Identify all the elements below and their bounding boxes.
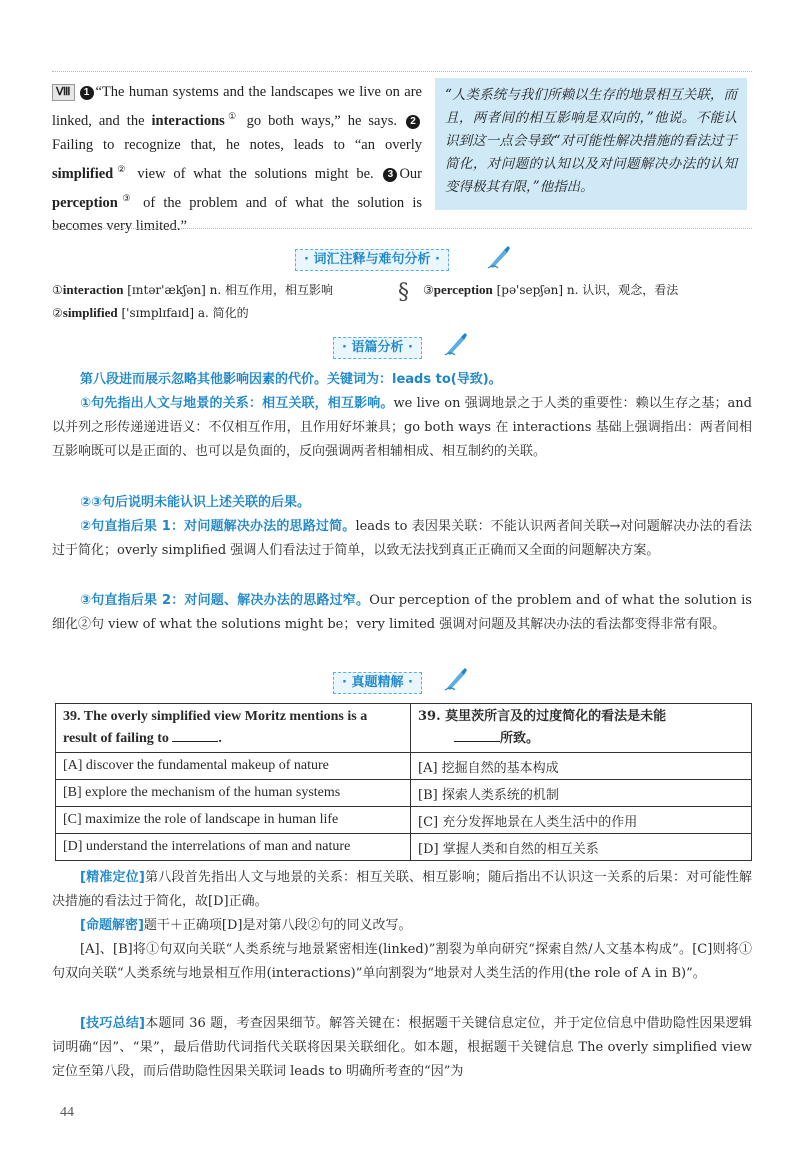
stem-zh-line-2: 所致。: [500, 731, 540, 746]
vocab-3-phonetic: [pə'sepʃən]: [496, 283, 564, 297]
pen-icon: [486, 244, 512, 270]
keyword-note-1: ①: [224, 111, 240, 121]
top-divider: [52, 71, 752, 72]
passage-translation: “人类系统与我们所赖以生存的地景相互关联，而且，两者间的相互影响是双向的，”他说。不能认识到这一点会导致“对可能性解决措施的看法过于简化，对问题的认知以及对问题解决办法的认知变得极其有限，”他指出。: [435, 78, 747, 210]
question-stem-zh: [411, 704, 752, 753]
page-number: 44: [60, 1105, 74, 1120]
explain-crux-text: 题干＋正确项[D]是对第八段②句的同义改写。: [143, 918, 412, 933]
question-table: [55, 703, 752, 861]
explain-location-text: 第八段首先指出人文与地景的关系：相互关联、相互影响；随后指出不认识这一关系的后果：对可能性解决措施的看法过于简化，故[D]正确。: [52, 870, 752, 909]
option-a-en: [A] discover the fundamental makeup of nature: [56, 753, 411, 780]
option-c-zh: [C] 充分发挥地景在人类生活中的作用: [411, 807, 752, 834]
passage-bottom-divider: [52, 228, 752, 229]
vocab-1-definition: n. 相互作用，相互影响: [209, 283, 333, 297]
stem-en-line-1: 39. The overly simplified view Moritz mentions is a: [63, 709, 368, 724]
option-d-zh: [D] 掌握人类和自然的相互关系: [411, 834, 752, 861]
question-stem-en: [56, 704, 411, 753]
explain-tip: [52, 1012, 752, 1084]
analysis-point-4-head: ③句直指后果 2：对问题、解决办法的思路过窄。: [80, 593, 370, 608]
option-a-zh: [A] 挖掘自然的基本构成: [411, 753, 752, 780]
stem-en-end: .: [218, 731, 222, 746]
analysis-intro: 第八段进而展示忽略其他影响因素的代价。关键词为：leads to(导致)。: [80, 372, 502, 387]
vocab-1-word: interaction: [62, 282, 124, 297]
vocab-3-number: ③: [423, 283, 434, 297]
vocab-2-word: simplified: [62, 305, 118, 320]
pen-icon: [443, 666, 469, 692]
keyword-note-3: ③: [117, 192, 135, 203]
vocab-1-phonetic: [ɪntər'ækʃən]: [127, 283, 206, 297]
option-b-zh: [B] 探索人类系统的机制: [411, 780, 752, 807]
analysis-point-3-head: ②句直指后果 1：对问题解决办法的思路过简。: [80, 519, 356, 534]
analysis-point-3-body: leads to 表因果关联：不能认识两者间关联→对问题解决办法的看法过于简化；overly simplified 强调人们看法过于简单，以致无法找到真正正确而又全面的问题解决方案。: [52, 519, 752, 558]
vocab-1-number: ①: [52, 283, 63, 297]
sentence-number-2: 2: [406, 115, 420, 129]
explain-crux-tag: [命题解密]: [80, 918, 144, 933]
paragraph-number-badge: Ⅷ: [52, 84, 75, 101]
option-row-d: [56, 834, 752, 861]
analysis-point-3: [52, 515, 752, 563]
option-b-en: [B] explore the mechanism of the human systems: [56, 780, 411, 807]
vocab-2-phonetic: ['sɪmplɪfaɪd]: [121, 306, 195, 320]
option-d-en: [D] understand the interrelations of man and nature: [56, 834, 411, 861]
vocab-item-1: [52, 281, 333, 298]
explain-tip-tag: [技巧总结]: [80, 1016, 145, 1031]
vocab-2-definition: a. 简化的: [197, 306, 249, 320]
sentence-1-text-b: go both ways,” he says.: [239, 112, 404, 129]
answer-blank: [172, 729, 218, 742]
sentence-2-text-a: Failing to recognize that, he notes, leads to “an overly: [52, 136, 422, 153]
brace-divider: §: [398, 280, 409, 305]
sentence-2-text-b: view of what the solutions might be.: [129, 165, 382, 182]
explain-wrong-options: [A]、[B]将①句双向关联“人类系统与地景紧密相连(linked)”割裂为单向研究“探索自然/人文基本构成”。[C]则将①句双向关联“人类系统与地景相互作用(interactions)”单向割裂为“地景对人类生活的作用(the role of A in B)”。: [52, 942, 752, 981]
analysis-point-1-body: we live on 强调地景之于人类的重要性：赖以生存之基；and 以并列之形传递递进语义：不仅相互作用，且作用好坏兼具；go both ways 在 interactions 基础上强调指出：两者间相互影响既可以是正面的、也可以是负面的，反向强调两者相辅相成、相互制约的关联。: [52, 396, 752, 459]
explain-location: [52, 866, 752, 914]
pen-icon: [443, 331, 469, 357]
passage-paragraph: [52, 80, 422, 238]
option-row-a: [56, 753, 752, 780]
question-stem-row: [56, 704, 752, 753]
stem-en-line-2: result of failing to: [63, 731, 169, 746]
analysis-point-1: [52, 392, 752, 464]
keyword-perception: perception: [52, 194, 118, 211]
analysis-point-4-body: Our perception of the problem and of what the solution is 细化②句 view of what the solutions might be；very limited 强调对问题及其解决办法的看法都变得非常有限。: [52, 593, 752, 632]
option-c-en: [C] maximize the role of landscape in human life: [56, 807, 411, 834]
analysis-point-1-head: ①句先指出人文与地景的关系：相互关联，相互影响。: [80, 396, 394, 411]
analysis-point-2-head: ②③句后说明未能认识上述关联的后果。: [80, 495, 311, 510]
option-row-b: [56, 780, 752, 807]
analysis-section-header: · 语篇分析 ·: [333, 337, 422, 359]
sentence-1-text-a: “The human systems and the landscapes we live on are linked, and the: [52, 84, 422, 129]
vocab-3-word: perception: [433, 282, 493, 297]
sentence-number-1: 1: [80, 86, 94, 100]
vocab-item-2: [52, 304, 249, 321]
vocab-section-header: · 词汇注释与难句分析 ·: [295, 249, 449, 271]
sentence-3-text-b: of the problem and of what the solution is becomes very limited.”: [52, 194, 422, 235]
exam-section-header: · 真题精解 ·: [333, 672, 422, 694]
keyword-simplified: simplified: [52, 165, 114, 182]
sentence-number-3: 3: [383, 168, 397, 182]
sentence-3-text-a: Our: [399, 165, 422, 182]
explain-tip-text: 本题同 36 题，考查因果细节。解答关键在：根据题干关键信息定位，并于定位信息中借助隐性因果逻辑词明确“因”、“果”，最后借助代词指代关联将因果关联细化。如本题，根据题干关键信息 The overly simplified view 定位至第八段，而后借助隐性因果关联词 leads to 明确所考查的“因”为: [52, 1016, 752, 1079]
vocab-item-3: [423, 281, 678, 298]
keyword-note-2: ②: [113, 163, 130, 174]
explain-location-tag: [精准定位]: [80, 870, 145, 885]
vocab-2-number: ②: [52, 306, 63, 320]
vocab-3-definition: n. 认识，观念，看法: [566, 283, 679, 297]
answer-blank: [454, 729, 500, 742]
explain-crux: [52, 914, 752, 938]
keyword-interactions: interactions: [151, 112, 225, 129]
option-row-c: [56, 807, 752, 834]
analysis-point-4: [52, 589, 752, 637]
stem-zh-line-1: 39. 莫里茨所言及的过度简化的看法是未能: [418, 709, 667, 724]
